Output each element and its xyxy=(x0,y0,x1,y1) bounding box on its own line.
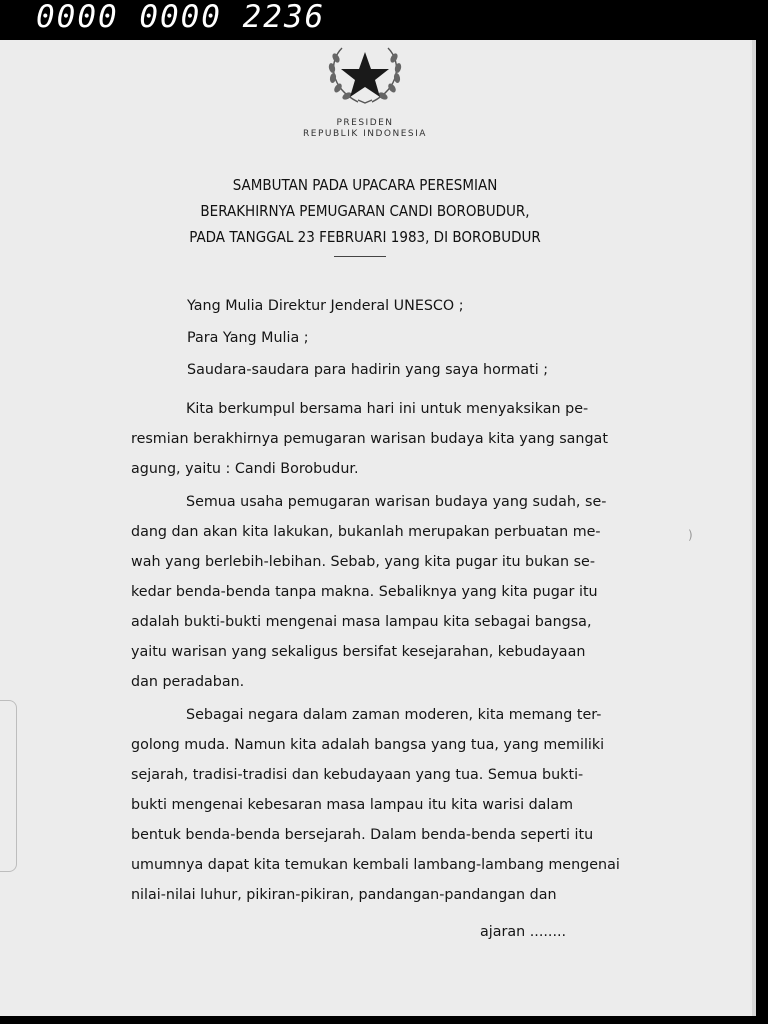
paragraph-line: Semua usaha pemugaran warisan budaya yang sudah, se- xyxy=(186,494,607,510)
paragraph-line: yaitu warisan yang sekaligus bersifat kesejarahan, kebudayaan xyxy=(131,644,586,660)
page-edge xyxy=(752,40,756,1016)
paragraph-line: agung, yaitu : Candi Borobudur. xyxy=(131,461,359,477)
paragraph-3 xyxy=(131,700,620,910)
speech-title xyxy=(120,172,610,250)
garuda-star-wreath-icon xyxy=(322,40,408,106)
paragraph-line: adalah bukti-bukti mengenai masa lampau kita sebagai bangsa, xyxy=(131,614,592,630)
paragraph-line: dang dan akan kita lakukan, bukanlah merupakan perbuatan me- xyxy=(131,524,601,540)
paragraph-line: kedar benda-benda tanpa makna. Sebaliknya yang kita pugar itu xyxy=(131,584,598,600)
scan-speck: ) xyxy=(688,528,693,542)
paragraph-line: umumnya dapat kita temukan kembali lambang-lambang mengenai xyxy=(131,857,620,873)
paragraph-line: sejarah, tradisi-tradisi dan kebudayaan yang tua. Semua bukti- xyxy=(131,767,584,783)
continuation-catchword: ajaran ........ xyxy=(480,924,567,940)
title-underline xyxy=(334,256,386,257)
title-line-3: PADA TANGGAL 23 FEBRUARI 1983, DI BOROBUDUR xyxy=(189,228,541,246)
letterhead-caption xyxy=(280,118,450,140)
paragraph-line: golong muda. Namun kita adalah bangsa yang tua, yang memiliki xyxy=(131,737,605,753)
paragraph-line: resmian berakhirnya pemugaran warisan budaya kita yang sangat xyxy=(131,431,608,447)
letterhead-line-presiden: PRESIDEN xyxy=(336,118,394,128)
salutation-line: Para Yang Mulia ; xyxy=(187,330,309,346)
title-line-2: BERAKHIRNYA PEMUGARAN CANDI BOROBUDUR, xyxy=(200,202,530,220)
salutation-block xyxy=(187,290,667,386)
paragraph-line: Sebagai negara dalam zaman moderen, kita memang ter- xyxy=(186,707,602,723)
paragraph-1 xyxy=(131,394,611,484)
paragraph-line: Kita berkumpul bersama hari ini untuk menyaksikan pe- xyxy=(186,401,589,417)
paragraph-line: dan peradaban. xyxy=(131,674,245,690)
letterhead-line-republik: REPUBLIK INDONESIA xyxy=(303,129,427,139)
film-frame-number: 0000 0000 2236 xyxy=(36,0,326,35)
salutation-line: Yang Mulia Direktur Jenderal UNESCO ; xyxy=(187,298,464,314)
paragraph-2 xyxy=(131,487,611,697)
scan-margin-mark xyxy=(0,700,17,872)
title-line-1: SAMBUTAN PADA UPACARA PERESMIAN xyxy=(232,176,498,194)
paragraph-line: bentuk benda-benda bersejarah. Dalam benda-benda seperti itu xyxy=(131,827,594,843)
paragraph-line: bukti mengenai kebesaran masa lampau itu kita warisi dalam xyxy=(131,797,574,813)
paragraph-line: wah yang berlebih-lebihan. Sebab, yang kita pugar itu bukan se- xyxy=(131,554,595,570)
paragraph-line: nilai-nilai luhur, pikiran-pikiran, pandangan-pandangan dan xyxy=(131,887,557,903)
salutation-line: Saudara-saudara para hadirin yang saya hormati ; xyxy=(187,362,549,378)
